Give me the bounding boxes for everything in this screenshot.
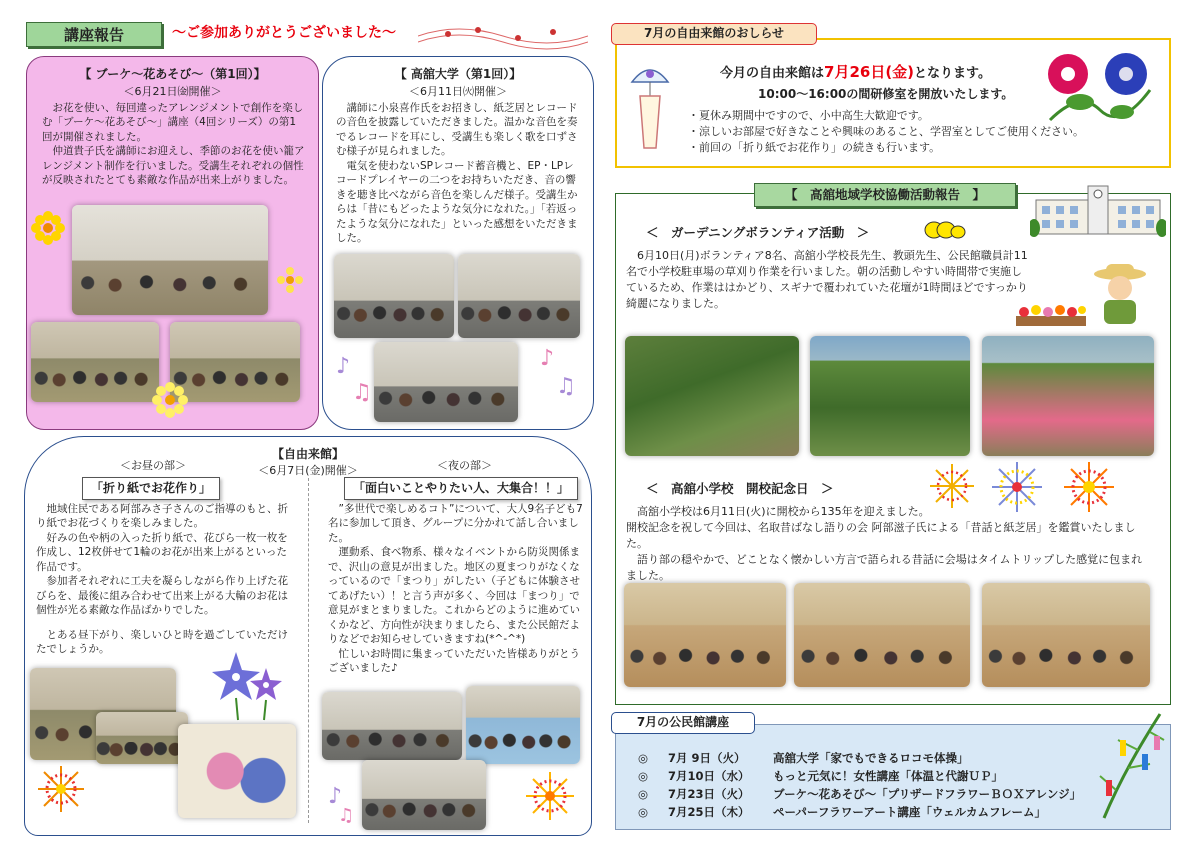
lecture-mark: ◎ xyxy=(638,787,649,801)
july-notice-date: 7月26日(金) xyxy=(824,63,915,81)
bouquet-paragraph: 仲道貴子氏を講師にお迎えし、季節のお花を使い籠アレンジメント制作を行いました。受講生それぞれの個性が反映されたとても素敵な作品が出来上がりました。 xyxy=(42,145,305,187)
lecture-name: もっと元気に！女性講座「体温と代謝ＵＰ」 xyxy=(773,769,1003,783)
section-title: 講座報告 xyxy=(63,26,124,44)
july-notice-bullet: ・涼しいお部屋で好きなことや興味のあること、学習室としてご使用ください。 xyxy=(688,124,1084,138)
takadate-date: ＜6月11日㈫開催＞ xyxy=(409,85,507,98)
takadate-photo-3 xyxy=(374,342,518,422)
tanabata-bamboo-icon xyxy=(1094,710,1166,820)
takadate-paragraph: 講師に小泉喜作氏をお招きし、紙芝居とレコードの音色を披露していただきました。温かな音色を奏でるレコードを耳にし、受講生も楽しく歌を口ずさむ様子が見られました。 xyxy=(336,102,578,158)
jiyu-night-photo-2 xyxy=(466,686,580,764)
lectures-list xyxy=(638,749,1098,821)
bouquet-date: ＜6月21日㈮開催＞ xyxy=(123,85,222,98)
lecture-item xyxy=(638,785,1098,803)
jiyu-noon-paragraph: とある昼下がり、楽しいひと時を過ごしていただけたでしょうか。 xyxy=(36,628,288,656)
music-note-icon: ♪ xyxy=(328,784,343,809)
lecture-date: 7月23日（火） xyxy=(668,787,750,801)
yellow-flower-icon xyxy=(150,380,190,420)
garden-photo-2 xyxy=(810,336,970,456)
bouquet-photo-1 xyxy=(31,322,159,402)
gardener-icon xyxy=(1090,262,1150,328)
lecture-name: 高舘大学「家でもできるロコモ体操」 xyxy=(773,751,969,765)
jiyu-noon-paragraph: 好みの色や柄の入った折り紙で、花びら一枚一枚を作成し、12枚併せて1輪のお花が出来上がるといった作品です。 xyxy=(36,531,288,573)
firework-icon xyxy=(524,770,576,822)
school-title: 【 高舘地域学校協働活動報告 】 xyxy=(784,187,985,202)
jiyu-title: 【自由来館】 xyxy=(271,447,344,461)
jiyu-night-heading: 「面白いことやりたい人、大集合！！」 xyxy=(344,477,578,500)
morning-glory-icon xyxy=(1040,50,1158,128)
music-note-icon: ♫ xyxy=(556,374,576,399)
jiyu-noon-text xyxy=(36,502,288,657)
firework-icon xyxy=(36,764,86,814)
music-note-icon: ♪ xyxy=(540,346,555,371)
anniv-photo-2 xyxy=(794,583,970,687)
lecture-item xyxy=(638,767,1098,785)
jiyu-date: ＜6月7日(金)開催＞ xyxy=(258,464,358,477)
music-note-icon: ♫ xyxy=(352,380,372,405)
jiyu-night-paragraph: 運動系、食べ物系、様々なイベントから防災関係まで、沢山の意見が出ました。地区の夏まつりがなくなっているので「まつり」がしたい（子どもに体験させてあげたい）！と言う声が多く、今回は「まつり」で意見がまとまりました。これからどのように進めていくかなど、方向性が決まりましたら、また公民館だよりなどでお知らせしていきますね(*^-^*) xyxy=(328,546,580,646)
july-notice-bullet: ・前回の「折り紙でお花作り」の続きも行います。 xyxy=(688,140,941,154)
takadate-title: 【 高舘大学（第1回）】 xyxy=(394,67,522,81)
origami-flower-photo xyxy=(178,724,296,818)
takadate-text xyxy=(336,101,584,246)
july-notice-line1-pre: 今月の自由来館は xyxy=(720,66,825,81)
anniv-paragraph: 語り部の穏やかで、どことなく懐かしい方言で語られる昔話に会場はタイムトリップした感覚に包まれました。 xyxy=(626,552,1143,582)
lecture-name: ペーパーフラワーアート講座「ウェルカムフレーム」 xyxy=(773,805,1047,819)
lecture-mark: ◎ xyxy=(638,805,649,819)
garden-photo-3 xyxy=(982,336,1154,456)
music-note-icon: ♫ xyxy=(338,805,355,826)
blue-flower-icon xyxy=(206,648,286,722)
jiyu-noon-paragraph: 地域住民である阿部みさ子さんのご指導のもと、折り紙でお花づくりを楽しみました。 xyxy=(36,503,288,530)
july-notice-line1-post: となります。 xyxy=(914,66,992,81)
takadate-photo-1 xyxy=(334,254,454,338)
school-title-bar xyxy=(754,183,1016,207)
lecture-mark: ◎ xyxy=(638,769,649,783)
anniv-text xyxy=(626,504,1146,584)
bouquet-group-photo xyxy=(72,205,268,315)
july-notice-title: 7月の自由来館のおしらせ xyxy=(611,23,817,45)
bouquet-paragraph: お花を使い、毎回違ったアレンジメントで創作を楽しむ「ブーケ～花あそび～」講座（4回シリーズ）の第1回が開催されました。 xyxy=(42,102,304,143)
music-notes-decoration xyxy=(418,20,588,52)
jiyu-noon-heading: 「折り紙でお花作り」 xyxy=(82,477,220,500)
jiyu-noon-photo-2 xyxy=(96,712,188,764)
jiyu-noon-paragraph: 参加者それぞれに工夫を凝らしながら作り上げた花びらを、最後に組み合わせて出来上がる大輪のお花は個性が光る素敵な作品ばかりでした。 xyxy=(36,575,288,617)
wind-chime-icon xyxy=(626,56,674,152)
thanks-text: ～ご参加ありがとうございました～ xyxy=(172,25,396,41)
lecture-name: ブーケ～花あそび～「プリザードフラワーＢＯＸアレンジ」 xyxy=(773,787,1082,801)
lecture-mark: ◎ xyxy=(638,751,649,765)
lecture-item xyxy=(638,803,1098,821)
garden-photo-1 xyxy=(625,336,799,456)
july-notice-line1 xyxy=(720,62,991,83)
takadate-photo-2 xyxy=(458,254,580,338)
anniv-photo-3 xyxy=(982,583,1150,687)
school-building-icon xyxy=(1030,178,1166,238)
butterfly-icon xyxy=(922,218,970,244)
yellow-flower-icon xyxy=(30,210,66,246)
firework-icon xyxy=(928,462,976,510)
lectures-title: 7月の公民館講座 xyxy=(611,712,755,734)
music-note-icon: ♪ xyxy=(336,354,351,379)
jiyu-noon-label: ＜お昼の部＞ xyxy=(120,459,186,472)
jiyu-noon-paragraph xyxy=(36,618,288,628)
takadate-paragraph: 電気を使わないSPレコード蓄音機と、EP・LPレコードプレイヤーの二つをお持ちいただき、音の響きを聴き比べながら音色を楽しんだ様子。受講生からは「昔にもどったような気分になれた。」「若返ったような気分になれた」といった感想をいただきました。 xyxy=(336,159,578,245)
garden-heading: ＜ ガーデニングボランティア活動 ＞ xyxy=(646,225,870,240)
jiyu-night-label: ＜夜の部＞ xyxy=(437,459,492,472)
lecture-date: 7月10日（水） xyxy=(668,769,750,783)
anniv-paragraph: 開校記念を祝して今回は、名取昔ばなし語りの会 阿部滋子氏による「昔話と紙芝居」を鑑賞いたしました。 xyxy=(626,520,1136,550)
section-title-badge xyxy=(26,22,162,47)
jiyu-night-text xyxy=(328,502,584,676)
anniv-paragraph: 高舘小学校は6月11日(火)に開校から135年を迎えました。 xyxy=(626,505,930,518)
bouquet-text xyxy=(42,101,306,188)
jiyu-divider xyxy=(308,478,309,823)
anniv-heading: ＜ 高舘小学校 開校記念日 ＞ xyxy=(646,481,834,496)
lecture-date: 7月25日（木） xyxy=(668,805,750,819)
jiyu-night-paragraph: ”多世代で楽しめるコト”について、大人9名子ども7名に参加して頂き、グループに分かれて話し合いました。 xyxy=(328,503,583,544)
garden-text: 6月10日(月)ボランティア8名、高舘小学校長先生、教頭先生、公民館職員計11名で小学校駐車場の草刈り作業を行いました。朝の活動しやすい時間帯で実施しているため、作業ははかどり、スギナで覆われていた花壇が1時間ほどですっかり綺麗になりました。 xyxy=(626,249,1028,310)
jiyu-night-photo-1 xyxy=(322,692,462,760)
yellow-flower-icon xyxy=(276,266,304,294)
july-notice-line2: 10:00～16:00の間研修室を開放いたします。 xyxy=(758,87,1014,101)
flowerbed-icon xyxy=(1014,298,1088,328)
jiyu-night-photo-3 xyxy=(362,760,486,830)
jiyu-night-paragraph: 忙しいお時間に集まっていただいた皆様ありがとうございました♪ xyxy=(328,647,580,675)
anniv-photo-1 xyxy=(624,583,786,687)
july-notice-bullet: ・夏休み期間中ですので、小中高生大歓迎です。 xyxy=(688,109,929,122)
lecture-item xyxy=(638,749,1098,767)
lecture-date: 7月 9日（火） xyxy=(668,751,746,765)
bouquet-title: 【 ブーケ～花あそび～（第1回）】 xyxy=(79,67,266,81)
